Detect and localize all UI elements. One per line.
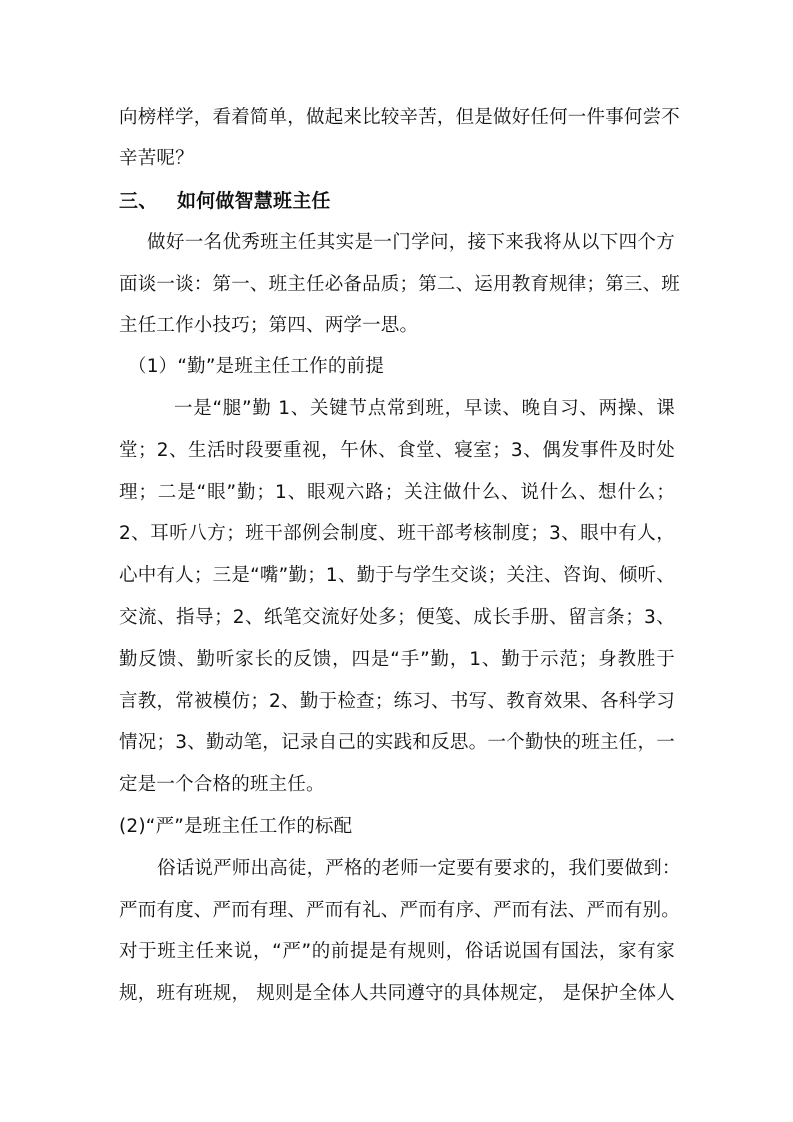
section-title: 如何做智慧班主任 [177,190,331,212]
subsection-1-heading: （1）“勤”是班主任工作的前提 [128,356,384,377]
sub2-line-4: 规，班有班规， 规则是全体人共同遵守的具体规定， 是保护全体人 [119,983,675,1004]
sub1-line-7: 勤反馈、勤听家长的反馈，四是“手”勤，1、勤于示范；身教胜于 [119,649,675,670]
sub2-line-3: 对于班主任来说，“严”的前提是有规则，俗话说国有国法，家有家 [119,941,675,962]
sub1-line-6: 交流、指导；2、纸笔交流好处多；便笺、成长手册、留言条；3、 [119,607,675,628]
section-number: 三、 [119,190,158,212]
sub2-line-2: 严而有度、严而有理、严而有礼、严而有序、严而有法、严而有别。 [119,900,681,921]
overview-line-2: 面谈一谈：第一、班主任必备品质；第二、运用教育规律；第三、班 [119,274,681,295]
sub1-line-2: 堂；2、生活时段要重视，午休、食堂、寝室；3、偶发事件及时处 [119,440,675,461]
overview-line-3: 主任工作小技巧；第四、两学一思。 [119,315,419,336]
sub1-line-8: 言教，常被模仿；2、勤于检查；练习、书写、教育效果、各科学习 [119,691,675,712]
sub1-line-3: 理；二是“眼”勤；1、眼观六路；关注做什么、说什么、想什么； [119,482,675,503]
sub2-line-1: 俗话说严师出高徒，严格的老师一定要有要求的，我们要做到： [157,858,681,879]
section-heading [119,189,331,213]
intro-line-1: 向榜样学，看着简单，做起来比较辛苦，但是做好任何一件事何尝不 [119,107,681,128]
sub1-line-9: 情况；3、勤动笔，记录自己的实践和反思。一个勤快的班主任，一 [119,732,675,753]
sub1-line-1: 一是“腿”勤 1、关键节点常到班，早读、晚自习、两操、课 [174,398,675,419]
sub1-line-10: 定是一个合格的班主任。 [119,774,325,795]
overview-line-1: 做好一名优秀班主任其实是一门学问，接下来我将从以下四个方 [147,232,675,253]
intro-line-2: 辛苦呢？ [119,148,194,169]
sub1-line-5: 心中有人；三是“嘴”勤；1、勤于与学生交谈；关注、咨询、倾听、 [119,565,675,586]
sub1-line-4: 2、耳听八方；班干部例会制度、班干部考核制度；3、眼中有人， [119,523,675,544]
subsection-2-heading: (2)“严”是班主任工作的标配 [119,816,353,837]
